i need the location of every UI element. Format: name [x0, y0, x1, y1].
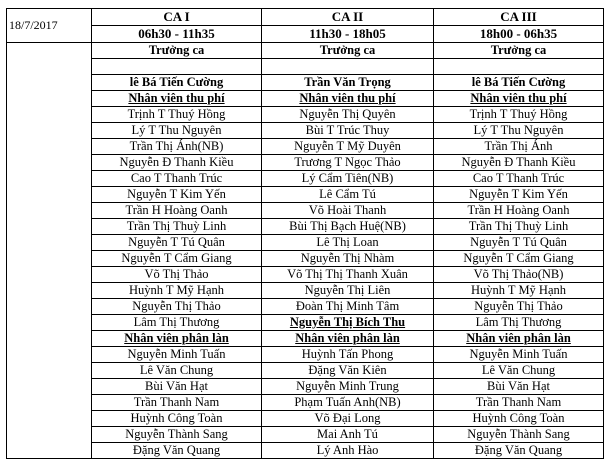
- lane-staff-row: [7, 427, 604, 443]
- lane-staff-row: [7, 347, 604, 363]
- shift-1-lane-staff-name: Nguyễn Minh Tuấn: [92, 347, 262, 363]
- shift-2-toll-staff-name: Nguyễn Thị Nhàm: [262, 251, 434, 267]
- blank-cell: [7, 283, 92, 299]
- section-lane-label: Nhân viên phân làn: [92, 331, 262, 347]
- lane-staff-row: [7, 411, 604, 427]
- toll-staff-row: [7, 219, 604, 235]
- blank-cell: [7, 203, 92, 219]
- blank-cell: [7, 75, 92, 91]
- toll-staff-row: [7, 123, 604, 139]
- blank-cell: [7, 187, 92, 203]
- blank-cell: [7, 171, 92, 187]
- shift-2-lane-staff-name: Mai Anh Tú: [262, 427, 434, 443]
- shift-3-leader-label: Trưởng ca: [434, 43, 604, 59]
- shift-1-toll-staff-name: Cao T Thanh Trúc: [92, 171, 262, 187]
- shift-3-lane-staff-name: Đặng Văn Quang: [434, 443, 604, 459]
- shift-1-toll-staff-name: Huỳnh T Mỹ Hạnh: [92, 283, 262, 299]
- shift-2-toll-staff-name: Nguyễn Thị Liên: [262, 283, 434, 299]
- lane-staff-row: [7, 379, 604, 395]
- blank-cell: [7, 315, 92, 331]
- shift-1-toll-staff-name: Trần Thị Thuỳ Linh: [92, 219, 262, 235]
- blank-cell: [7, 139, 92, 155]
- shift-1-lane-staff-name: Bùi Văn Hạt: [92, 379, 262, 395]
- shift-2-lane-staff-name: Phạm Tuấn Anh(NB): [262, 395, 434, 411]
- shift-3-toll-staff-name: Huỳnh T Mỹ Hạnh: [434, 283, 604, 299]
- shift-2-toll-staff-name: Nguyễn Thị Quyên: [262, 107, 434, 123]
- toll-staff-row: [7, 283, 604, 299]
- lane-staff-row: [7, 363, 604, 379]
- toll-staff-row: [7, 107, 604, 123]
- spacer-cell: [92, 59, 262, 75]
- blank-cell: [7, 299, 92, 315]
- shift-2-leader: Trần Văn Trọng: [262, 75, 434, 91]
- leader-label-row: [7, 43, 604, 59]
- shift-2-lane-staff-name: Đặng Văn Kiên: [262, 363, 434, 379]
- header-row-shift-names: [7, 9, 604, 26]
- toll-staff-row: [7, 299, 604, 315]
- blank-cell: [7, 427, 92, 443]
- schedule-date: 18/7/2017: [7, 9, 92, 43]
- blank-cell: [7, 107, 92, 123]
- toll-staff-row: [7, 187, 604, 203]
- blank-cell: [7, 59, 92, 75]
- blank-cell: [7, 331, 92, 347]
- shift-2-toll-staff-name: Lê Cẩm Tú: [262, 187, 434, 203]
- shift-1-toll-staff-name: Nguyễn T Kim Yến: [92, 187, 262, 203]
- blank-cell: [7, 91, 92, 107]
- shift-3-toll-staff-name: Trần Thị Thuỳ Linh: [434, 219, 604, 235]
- lane-staff-row: [7, 395, 604, 411]
- section-lane-label: Nhân viên phân làn: [434, 331, 604, 347]
- shift-1-lane-staff-name: Trần Thanh Nam: [92, 395, 262, 411]
- lane-staff-row: [7, 443, 604, 459]
- shift-2-lane-staff-name: Huỳnh Tấn Phong: [262, 347, 434, 363]
- toll-staff-row: [7, 139, 604, 155]
- blank-cell: [7, 379, 92, 395]
- spacer-cell: [434, 59, 604, 75]
- shift-3-lane-staff-name: Huỳnh Công Toàn: [434, 411, 604, 427]
- shift-2-toll-staff-name: Bùi T Trúc Thuy: [262, 123, 434, 139]
- shift-1-lane-staff-name: Đặng Văn Quang: [92, 443, 262, 459]
- shift-2-toll-staff-name: Nguyễn T Mỹ Duyên: [262, 139, 434, 155]
- shift-2-toll-staff-name: Nguyễn Thị Bích Thu: [262, 315, 434, 331]
- section-toll-row: [7, 91, 604, 107]
- toll-staff-row: [7, 155, 604, 171]
- shift-3-name: CA III: [434, 9, 604, 26]
- shift-3-leader: lê Bá Tiến Cường: [434, 75, 604, 91]
- spacer-row: [7, 59, 604, 75]
- shift-1-toll-staff-name: Nguyễn Đ Thanh Kiều: [92, 155, 262, 171]
- shift-1-leader-label: Trưởng ca: [92, 43, 262, 59]
- shift-1-toll-staff-name: Trần H Hoàng Oanh: [92, 203, 262, 219]
- section-toll-label: Nhân viên thu phí: [262, 91, 434, 107]
- shift-1-toll-staff-name: Nguyễn T Tú Quân: [92, 235, 262, 251]
- shift-3-toll-staff-name: Nguyễn T Cẩm Giang: [434, 251, 604, 267]
- blank-cell: [7, 443, 92, 459]
- shift-3-lane-staff-name: Nguyễn Thành Sang: [434, 427, 604, 443]
- shift-1-toll-staff-name: Lý T Thu Nguyên: [92, 123, 262, 139]
- shift-schedule-table: [6, 8, 604, 459]
- shift-3-toll-staff-name: Lý T Thu Nguyên: [434, 123, 604, 139]
- spacer-cell: [262, 59, 434, 75]
- shift-2-lane-staff-name: Võ Đại Long: [262, 411, 434, 427]
- shift-2-toll-staff-name: Lý Cẩm Tiên(NB): [262, 171, 434, 187]
- toll-staff-row: [7, 267, 604, 283]
- shift-1-name: CA I: [92, 9, 262, 26]
- shift-3-toll-staff-name: Lâm Thị Thương: [434, 315, 604, 331]
- shift-2-lane-staff-name: Nguyễn Minh Trung: [262, 379, 434, 395]
- shift-3-toll-staff-name: Nguyễn Đ Thanh Kiều: [434, 155, 604, 171]
- shift-1-leader: lê Bá Tiến Cường: [92, 75, 262, 91]
- shift-3-toll-staff-name: Nguyễn T Kim Yến: [434, 187, 604, 203]
- shift-3-toll-staff-name: Nguyễn T Tú Quân: [434, 235, 604, 251]
- shift-2-toll-staff-name: Lê Thị Loan: [262, 235, 434, 251]
- shift-3-toll-staff-name: Võ Thị Thảo(NB): [434, 267, 604, 283]
- shift-3-lane-staff-name: Lê Văn Chung: [434, 363, 604, 379]
- header-row-shift-times: [7, 26, 604, 43]
- toll-staff-row: [7, 235, 604, 251]
- shift-1-lane-staff-name: Lê Văn Chung: [92, 363, 262, 379]
- shift-3-lane-staff-name: Nguyễn Minh Tuấn: [434, 347, 604, 363]
- shift-1-toll-staff-name: Nguyễn Thị Thảo: [92, 299, 262, 315]
- shift-2-toll-staff-name: Trương T Ngọc Thảo: [262, 155, 434, 171]
- shift-1-toll-staff-name: Nguyễn T Cẩm Giang: [92, 251, 262, 267]
- shift-2-toll-staff-name: Bùi Thị Bạch Huệ(NB): [262, 219, 434, 235]
- section-toll-label: Nhân viên thu phí: [434, 91, 604, 107]
- blank-cell: [7, 363, 92, 379]
- blank-cell: [7, 411, 92, 427]
- shift-1-toll-staff-name: Võ Thị Thảo: [92, 267, 262, 283]
- blank-cell: [7, 267, 92, 283]
- blank-cell: [7, 251, 92, 267]
- blank-cell: [7, 235, 92, 251]
- blank-cell: [7, 43, 92, 59]
- blank-cell: [7, 219, 92, 235]
- section-lane-label: Nhân viên phân làn: [262, 331, 434, 347]
- shift-3-lane-staff-name: Trần Thanh Nam: [434, 395, 604, 411]
- blank-cell: [7, 395, 92, 411]
- shift-1-time: 06h30 - 11h35: [92, 26, 262, 43]
- shift-2-name: CA II: [262, 9, 434, 26]
- shift-2-leader-label: Trưởng ca: [262, 43, 434, 59]
- shift-1-toll-staff-name: Trịnh T Thuý Hồng: [92, 107, 262, 123]
- shift-1-lane-staff-name: Nguyễn Thành Sang: [92, 427, 262, 443]
- leader-row: [7, 75, 604, 91]
- shift-3-toll-staff-name: Trần Thị Ánh: [434, 139, 604, 155]
- shift-1-toll-staff-name: Lâm Thị Thương: [92, 315, 262, 331]
- shift-2-toll-staff-name: Võ Thị Thị Thanh Xuân: [262, 267, 434, 283]
- shift-1-lane-staff-name: Huỳnh Công Toàn: [92, 411, 262, 427]
- shift-3-lane-staff-name: Bùi Văn Hạt: [434, 379, 604, 395]
- shift-3-toll-staff-name: Trần H Hoàng Oanh: [434, 203, 604, 219]
- shift-2-lane-staff-name: Lý Anh Hào: [262, 443, 434, 459]
- shift-2-time: 11h30 - 18h05: [262, 26, 434, 43]
- blank-cell: [7, 123, 92, 139]
- toll-staff-row: [7, 251, 604, 267]
- toll-staff-row: [7, 171, 604, 187]
- shift-3-toll-staff-name: Cao T Thanh Trúc: [434, 171, 604, 187]
- section-toll-label: Nhân viên thu phí: [92, 91, 262, 107]
- blank-cell: [7, 155, 92, 171]
- shift-2-toll-staff-name: Đoàn Thị Minh Tâm: [262, 299, 434, 315]
- shift-3-time: 18h00 - 06h35: [434, 26, 604, 43]
- shift-2-toll-staff-name: Võ Hoài Thanh: [262, 203, 434, 219]
- toll-staff-row: [7, 203, 604, 219]
- toll-staff-row: [7, 315, 604, 331]
- shift-3-toll-staff-name: Nguyễn Thị Thảo: [434, 299, 604, 315]
- shift-1-toll-staff-name: Trần Thị Ánh(NB): [92, 139, 262, 155]
- section-lane-row: [7, 331, 604, 347]
- shift-3-toll-staff-name: Trịnh T Thuý Hồng: [434, 107, 604, 123]
- blank-cell: [7, 347, 92, 363]
